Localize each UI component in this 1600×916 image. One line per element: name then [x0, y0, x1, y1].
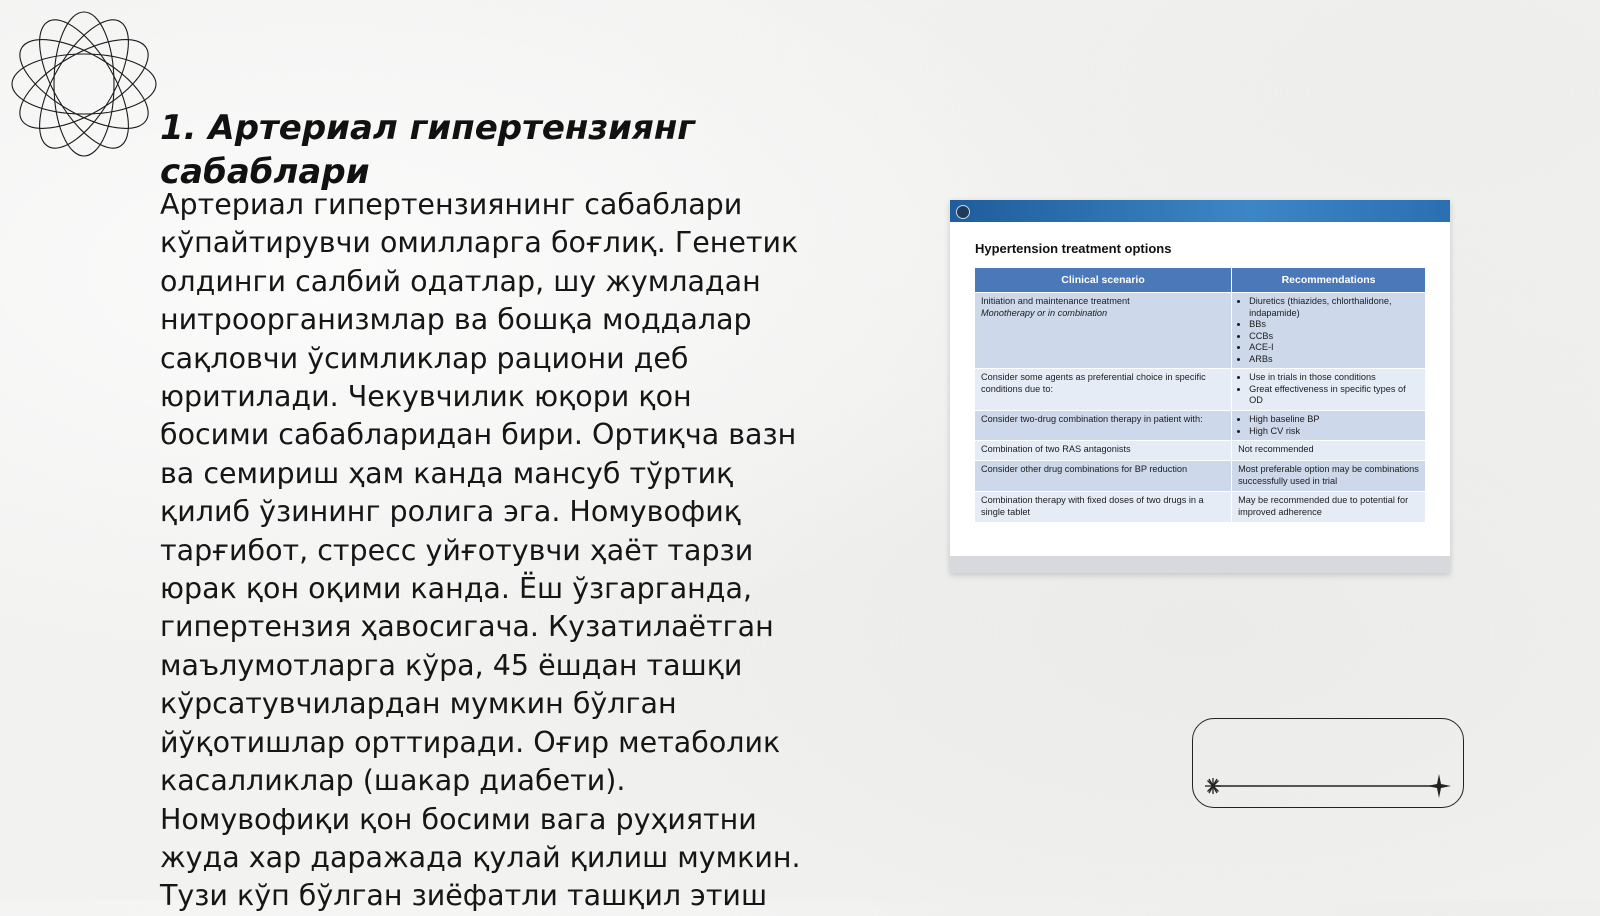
table-row	[975, 492, 1426, 523]
list-item: • Great effectiveness in specific types of OD	[1249, 384, 1419, 407]
scenario-cell: Consider some agents as preferential choice in specific conditions due to:	[975, 369, 1232, 411]
treatment-options-table	[974, 267, 1426, 523]
column-header-scenario: Clinical scenario	[975, 268, 1232, 293]
embedded-slide-footer-bar	[950, 556, 1450, 573]
scenario-cell: Combination therapy with fixed doses of two drugs in a single tablet	[975, 492, 1232, 523]
recommendation-cell	[1232, 369, 1426, 411]
orbit-decoration-icon	[8, 8, 160, 160]
body-paragraph: Артериал гипертензиянинг сабаблари кўпайтирувчи омилларга боғлиқ. Генетик олдинги салбий одатлар, шу жумладан нитроорганизмлар ва бошқа моддалар сақловчи ўсимликлар рациони деб юритилади. Чекувчилик юқори қон босими сабабларидан бири. Ортиқча вазн ва семириш ҳам канда мансуб тўртиқ қилиб ўзининг ролига эга. Номувофиқ тарғибот, стресс уйғотувчи ҳаёт тарзи юрак қон оқими канда. Ёш ўзгарганда, гипертензия ҳавосигача. Кузатилаётган маълумотларга кўра, 45 ёшдан ташқи кўрсатувчилардан мумкин бўлган йўқотишлар орттиради. Оғир метаболик касалликлар (шакар диабети). Номувофиқи қон босими вага руҳиятни жуда хар даражада қулай қилиш мумкин. Тузи кўп бўлган зиёфатли ташқил этиш	[160, 188, 801, 913]
table-row	[975, 369, 1426, 411]
table-row	[975, 461, 1426, 492]
scenario-cell: Initiation and maintenance treatment Monotherapy or in combination	[975, 293, 1232, 369]
table-row	[975, 293, 1426, 369]
scenario-cell: Consider two-drug combination therapy in patient with:	[975, 411, 1232, 441]
list-item: • Diuretics (thiazides, chlorthalidone, indapamide)	[1249, 296, 1419, 319]
scenario-cell: Combination of two RAS antagonists	[975, 441, 1232, 461]
decorative-rounded-frame	[1192, 718, 1464, 808]
recommendation-cell: May be recommended due to potential for improved adherence	[1232, 492, 1426, 523]
list-item: • CCBs	[1249, 331, 1419, 343]
list-item: • High baseline BP	[1249, 414, 1419, 426]
scenario-cell: Consider other drug combinations for BP reduction	[975, 461, 1232, 492]
table-row	[975, 411, 1426, 441]
list-item: • Use in trials in those conditions	[1249, 372, 1419, 384]
recommendation-cell	[1232, 293, 1426, 369]
list-item: • BBs	[1249, 319, 1419, 331]
list-item: • High CV risk	[1249, 426, 1419, 438]
sparkle-line-icon	[1191, 717, 1463, 807]
column-header-recommendations: Recommendations	[1232, 268, 1426, 293]
embedded-slide-title: Hypertension treatment options	[975, 241, 1172, 256]
recommendation-cell: Not recommended	[1232, 441, 1426, 461]
slide-title: 1. Артериал гипертензиянг сабаблари	[160, 108, 696, 192]
society-logo-icon	[956, 205, 970, 219]
list-item: • ARBs	[1249, 354, 1419, 366]
recommendation-cell	[1232, 411, 1426, 441]
table-row	[975, 441, 1426, 461]
list-item: • ACE-I	[1249, 342, 1419, 354]
recommendation-cell: Most preferable option may be combinations successfully used in trial	[1232, 461, 1426, 492]
embedded-slide-header-bar	[950, 200, 1450, 222]
embedded-slide-image	[950, 200, 1450, 573]
